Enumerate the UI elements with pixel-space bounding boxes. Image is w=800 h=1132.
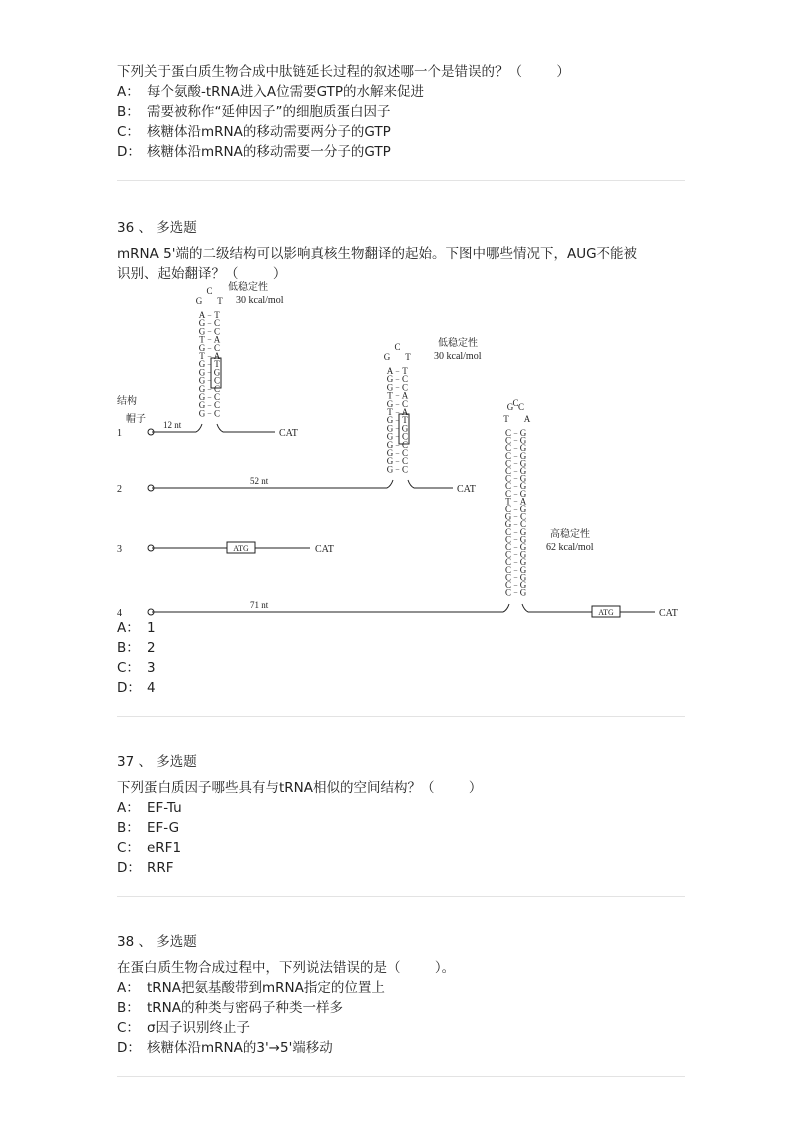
base: C bbox=[504, 443, 512, 454]
row-number: 4 bbox=[117, 608, 122, 619]
base: C bbox=[519, 511, 527, 522]
base-pair: – bbox=[513, 489, 518, 498]
base: A bbox=[213, 351, 221, 361]
loop-base: G bbox=[383, 352, 391, 362]
base-pair: – bbox=[395, 383, 400, 392]
question-stem: 在蛋白质生物合成过程中，下列说法错误的是（ ）。 bbox=[117, 960, 456, 976]
question-header: 36 、 多选题 bbox=[117, 220, 197, 236]
base: A bbox=[386, 366, 394, 376]
base: G bbox=[386, 382, 394, 393]
base: C bbox=[213, 318, 221, 329]
question-38 bbox=[117, 932, 687, 1058]
option-d[interactable]: D： RRF bbox=[117, 860, 174, 876]
base: C bbox=[401, 374, 409, 385]
base-pair: – bbox=[395, 449, 400, 457]
base-pair: – bbox=[395, 465, 400, 474]
base-pair: – bbox=[207, 343, 212, 352]
base: T bbox=[214, 359, 220, 370]
base-pair: – bbox=[513, 474, 518, 483]
base: G bbox=[519, 587, 527, 598]
base: C bbox=[213, 383, 221, 394]
base-pair: – bbox=[513, 451, 518, 460]
base: C bbox=[401, 464, 409, 475]
base-pair: – bbox=[513, 558, 518, 567]
question-stem-line2: 识别、起始翻译？（ ） bbox=[117, 266, 287, 282]
base: G bbox=[519, 458, 527, 469]
base: C bbox=[504, 504, 512, 514]
base-pair: – bbox=[207, 376, 212, 385]
base: G bbox=[519, 466, 527, 476]
base-pair: – bbox=[207, 319, 212, 328]
loop-base: G bbox=[506, 402, 514, 412]
base: C bbox=[504, 564, 512, 575]
option-b[interactable]: B： 需要被称作“延伸因子”的细胞质蛋白因子 bbox=[117, 104, 391, 120]
base-pair: – bbox=[207, 327, 212, 336]
base-pair: – bbox=[207, 401, 212, 410]
base: G bbox=[519, 504, 527, 514]
option-a[interactable]: A： EF-Tu bbox=[117, 800, 182, 816]
base-pair: – bbox=[207, 409, 212, 418]
base: G bbox=[519, 564, 527, 575]
option-c[interactable]: C： σ因子识别终止子 bbox=[117, 1020, 251, 1036]
base: C bbox=[401, 448, 409, 458]
base: G bbox=[386, 398, 394, 409]
base: G bbox=[401, 423, 409, 434]
base: G bbox=[519, 580, 527, 590]
base: G bbox=[386, 423, 394, 434]
base-pair: – bbox=[395, 416, 400, 425]
stability-label: 高稳定性 bbox=[550, 529, 590, 540]
base: G bbox=[198, 342, 206, 353]
base: C bbox=[519, 519, 527, 530]
base: G bbox=[504, 519, 512, 530]
base: G bbox=[198, 375, 206, 386]
base: G bbox=[386, 439, 394, 450]
base-pair: – bbox=[513, 482, 518, 491]
base-pair: – bbox=[513, 550, 518, 559]
cat-codon: CAT bbox=[659, 608, 678, 619]
loop-base: G bbox=[195, 296, 203, 306]
base: G bbox=[386, 374, 394, 385]
base: G bbox=[519, 542, 527, 552]
base: C bbox=[504, 488, 512, 499]
base: G bbox=[386, 448, 394, 458]
stability-label: 低稳定性 bbox=[438, 338, 478, 349]
base: C bbox=[213, 326, 221, 337]
base-pair: – bbox=[513, 527, 518, 536]
base-pair: – bbox=[395, 440, 400, 449]
base: C bbox=[401, 439, 409, 450]
base: G bbox=[198, 326, 206, 337]
base: G bbox=[519, 473, 527, 484]
base: C bbox=[213, 400, 221, 411]
cat-codon: CAT bbox=[279, 428, 298, 439]
base-pair: – bbox=[513, 444, 518, 453]
base-pair: – bbox=[513, 467, 518, 475]
base: G bbox=[519, 428, 527, 438]
base: C bbox=[504, 526, 512, 537]
question-header: 37 、 多选题 bbox=[117, 754, 197, 770]
base-pair: – bbox=[513, 505, 518, 513]
atg-codon: ATG bbox=[598, 608, 614, 617]
base: C bbox=[504, 473, 512, 484]
base: T bbox=[402, 415, 408, 426]
length-label: 52 nt bbox=[250, 476, 269, 486]
base: A bbox=[519, 496, 527, 507]
loop-base: T bbox=[405, 352, 411, 362]
base: C bbox=[504, 458, 512, 469]
divider bbox=[117, 1076, 685, 1077]
base: C bbox=[401, 431, 409, 442]
stability-label: 低稳定性 bbox=[228, 282, 268, 293]
base-pair: – bbox=[207, 352, 212, 360]
base: G bbox=[519, 481, 527, 492]
option-d[interactable]: D： 核糖体沿mRNA的3'→5'端移动 bbox=[117, 1040, 333, 1056]
base: C bbox=[504, 466, 512, 476]
base-pair: – bbox=[513, 535, 518, 544]
base-pair: – bbox=[513, 573, 518, 582]
atg-codon: ATG bbox=[233, 544, 249, 553]
base: C bbox=[213, 342, 221, 353]
base: G bbox=[198, 408, 206, 419]
length-label: 12 nt bbox=[163, 420, 182, 430]
base-pair: – bbox=[513, 588, 518, 597]
base: G bbox=[386, 456, 394, 467]
question-36 bbox=[117, 218, 687, 284]
base-pair: – bbox=[513, 459, 518, 468]
energy-label: 62 kcal/mol bbox=[546, 542, 594, 553]
option-c[interactable]: C： eRF1 bbox=[117, 840, 182, 856]
base: C bbox=[504, 557, 512, 568]
base: C bbox=[213, 408, 221, 419]
base: T bbox=[387, 407, 393, 417]
mrna-structure-figure bbox=[110, 280, 690, 620]
structure-label: 结构 bbox=[117, 396, 137, 407]
base-pair: – bbox=[207, 384, 212, 393]
question-37 bbox=[117, 752, 687, 878]
base: G bbox=[519, 549, 527, 560]
base-pair: – bbox=[207, 393, 212, 401]
option-a[interactable]: A： 每个氨酸-tRNA进入A位需要GTP的水解来促进 bbox=[117, 84, 424, 100]
base-pair: – bbox=[513, 429, 518, 437]
base: G bbox=[519, 435, 527, 446]
base: T bbox=[199, 351, 205, 361]
base: C bbox=[213, 375, 221, 386]
base-pair: – bbox=[513, 565, 518, 574]
option-c[interactable]: C： 核糖体沿mRNA的移动需要两分子的GTP bbox=[117, 124, 391, 140]
option-d[interactable]: D： 4 bbox=[117, 680, 156, 696]
base-pair: – bbox=[395, 408, 400, 416]
loop-base: C bbox=[206, 286, 213, 296]
question-36-options bbox=[117, 618, 687, 698]
question-stem-line1: mRNA 5'端的二级结构可以影响真核生物翻译的起始。下图中哪些情况下，AUG不能被 bbox=[117, 246, 638, 262]
row-number: 3 bbox=[117, 544, 122, 555]
base: G bbox=[519, 526, 527, 537]
base: C bbox=[504, 435, 512, 446]
question-header: 38 、 多选题 bbox=[117, 934, 197, 950]
base-pair: – bbox=[395, 375, 400, 384]
base: A bbox=[213, 334, 221, 345]
base: G bbox=[213, 367, 221, 378]
question-35 bbox=[117, 62, 687, 162]
cat-codon: CAT bbox=[315, 544, 334, 555]
base: G bbox=[519, 488, 527, 499]
base: G bbox=[504, 511, 512, 522]
length-label: 71 nt bbox=[250, 600, 269, 610]
base: T bbox=[199, 334, 205, 345]
base: A bbox=[401, 390, 409, 401]
base-pair: – bbox=[513, 543, 518, 551]
divider bbox=[117, 180, 685, 181]
base-pair: – bbox=[395, 424, 400, 433]
base: C bbox=[504, 549, 512, 560]
option-a[interactable]: A： tRNA把氨基酸带到mRNA指定的位置上 bbox=[117, 980, 385, 996]
base-pair: – bbox=[513, 512, 518, 521]
base: G bbox=[198, 400, 206, 411]
row-number: 2 bbox=[117, 484, 122, 495]
energy-label: 30 kcal/mol bbox=[236, 295, 284, 306]
base: C bbox=[401, 382, 409, 393]
base: G bbox=[198, 383, 206, 394]
base-pair: – bbox=[395, 457, 400, 466]
loop-base: C bbox=[517, 402, 525, 412]
cap-label: 帽子 bbox=[126, 414, 146, 425]
base: C bbox=[504, 580, 512, 590]
base: G bbox=[198, 367, 206, 378]
base: C bbox=[401, 456, 409, 467]
option-b[interactable]: B： 2 bbox=[117, 640, 156, 656]
option-b[interactable]: B： tRNA的种类与密码子种类一样多 bbox=[117, 1000, 344, 1016]
base-pair: – bbox=[395, 432, 400, 441]
energy-label: 30 kcal/mol bbox=[434, 351, 482, 362]
base: G bbox=[519, 557, 527, 568]
base: G bbox=[519, 572, 527, 583]
base: T bbox=[402, 366, 408, 376]
question-stem: 下列关于蛋白质生物合成中肽链延长过程的叙述哪一个是错误的？（ ） bbox=[117, 64, 570, 80]
base: G bbox=[519, 450, 527, 461]
base: T bbox=[505, 496, 511, 507]
base: C bbox=[213, 392, 221, 402]
base: C bbox=[504, 481, 512, 492]
base: G bbox=[519, 534, 527, 545]
base-pair: – bbox=[513, 497, 518, 506]
base: C bbox=[504, 534, 512, 545]
base: A bbox=[198, 310, 206, 320]
mrna-structure-diagram bbox=[110, 280, 690, 620]
divider bbox=[117, 896, 685, 897]
cat-codon: CAT bbox=[457, 484, 476, 495]
base-pair: – bbox=[395, 399, 400, 408]
base: G bbox=[386, 431, 394, 442]
base: G bbox=[386, 415, 394, 426]
base-pair: – bbox=[513, 581, 518, 589]
loop-base: C bbox=[512, 398, 519, 408]
base-pair: – bbox=[207, 360, 212, 369]
base: C bbox=[504, 572, 512, 583]
option-a[interactable]: A： 1 bbox=[117, 620, 156, 636]
question-stem: 下列蛋白质因子哪些具有与tRNA相似的空间结构？（ ） bbox=[117, 780, 483, 796]
loop-base: A bbox=[523, 414, 531, 424]
base-pair: – bbox=[395, 367, 400, 375]
loop-base: T bbox=[503, 414, 509, 424]
base: T bbox=[387, 390, 393, 401]
loop-base: C bbox=[394, 342, 401, 352]
divider bbox=[117, 716, 685, 717]
base: C bbox=[504, 428, 512, 438]
base: C bbox=[504, 587, 512, 598]
base: G bbox=[386, 464, 394, 475]
option-d[interactable]: D： 核糖体沿mRNA的移动需要一分子的GTP bbox=[117, 144, 391, 160]
base-pair: – bbox=[207, 335, 212, 344]
base: T bbox=[214, 310, 220, 320]
base-pair: – bbox=[513, 436, 518, 445]
loop-base: T bbox=[217, 296, 223, 306]
base: G bbox=[519, 443, 527, 454]
base: C bbox=[504, 450, 512, 461]
base: C bbox=[504, 542, 512, 552]
option-c[interactable]: C： 3 bbox=[117, 660, 156, 676]
base-pair: – bbox=[513, 520, 518, 529]
base-pair: – bbox=[395, 391, 400, 400]
base: A bbox=[401, 407, 409, 417]
option-b[interactable]: B： EF-G bbox=[117, 820, 180, 836]
base-pair: – bbox=[207, 311, 212, 319]
base-pair: – bbox=[207, 368, 212, 377]
row-number: 1 bbox=[117, 428, 122, 439]
base: G bbox=[198, 359, 206, 370]
base: G bbox=[198, 392, 206, 402]
base: C bbox=[401, 398, 409, 409]
base: G bbox=[198, 318, 206, 329]
